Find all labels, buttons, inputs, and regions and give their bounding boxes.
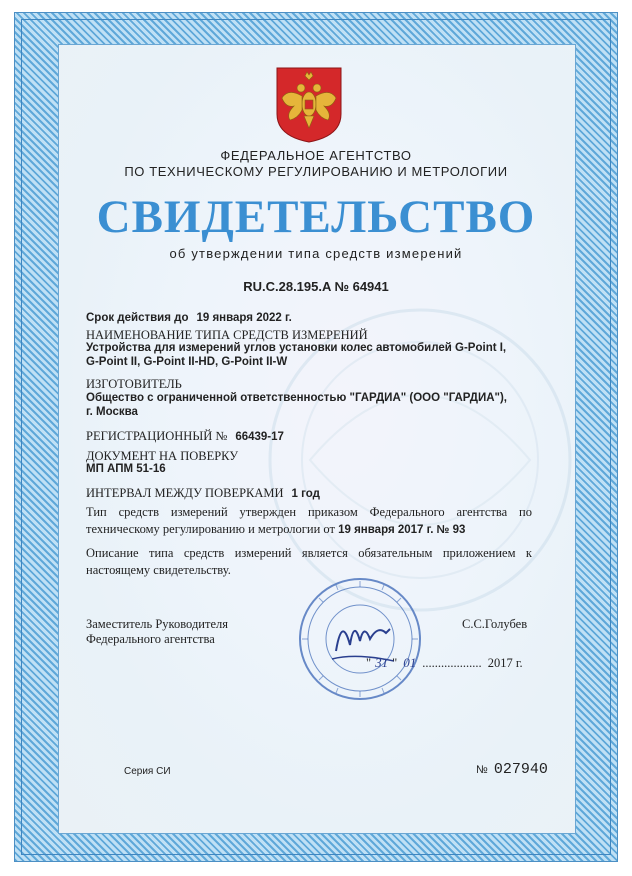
approval-text: Тип средств измерений утвержден приказом Федерального агентства по техническому регулированию и метрологии от (86, 505, 532, 536)
official-stamp (296, 575, 424, 703)
instrument-value-line-1: Устройства для измерений углов установки колес автомобилей G-Point I, (86, 342, 507, 354)
sign-date-year: 2017 г. (487, 656, 523, 670)
manufacturer-value-line-1: Общество с ограниченной ответственностью "ГАРДИА" (ООО "ГАРДИА"), (86, 392, 507, 404)
signatory-title-line-1: Заместитель Руководителя (86, 617, 228, 631)
instrument-value-line-2: G-Point II, G-Point II-HD, G-Point II-W (86, 356, 288, 368)
sign-date (366, 655, 523, 671)
approval-paragraph (86, 504, 532, 539)
validity-value: 19 января 2022 г. (196, 312, 292, 324)
sign-date-month: 01 (403, 655, 417, 670)
interval-label: ИНТЕРВАЛ МЕЖДУ ПОВЕРКАМИ (86, 486, 284, 500)
signatory-name: С.С.Голубев (462, 617, 528, 631)
interval-value: 1 год (291, 488, 320, 500)
verification-doc-label: ДОКУМЕНТ НА ПОВЕРКУ (86, 449, 239, 463)
coat-of-arms-emblem (274, 66, 344, 144)
agency-line-1: ФЕДЕРАЛЬНОЕ АГЕНТСТВО (220, 148, 412, 163)
verification-doc-value: МП АПМ 51-16 (86, 463, 166, 475)
series-label: Серия СИ (124, 766, 171, 777)
interval-row (86, 484, 320, 502)
agency-line-2: ПО ТЕХНИЧЕСКОМУ РЕГУЛИРОВАНИЮ И МЕТРОЛОГИИ (124, 164, 508, 179)
registration-row (86, 427, 284, 445)
sign-date-day: 31 (375, 655, 389, 670)
signatory-title-line-2: Федерального агентства (86, 632, 215, 646)
description-note: Описание типа средств измерений является обязательным приложением к настоящему свидетельству. (86, 546, 532, 577)
serial-prefix: № (476, 764, 488, 776)
manufacturer-label: ИЗГОТОВИТЕЛЬ (86, 377, 182, 391)
approval-date: 19 января 2017 г. № 93 (338, 524, 466, 536)
certificate-title: СВИДЕТЕЛЬСТВО (96, 191, 536, 243)
validity-label: Срок действия до (86, 312, 189, 324)
serial-number (476, 760, 548, 778)
sign-date-quote-open: " (366, 656, 372, 670)
sign-date-dots: ................... (422, 656, 482, 670)
manufacturer-value-line-2: г. Москва (86, 406, 138, 418)
certificate-number: RU.C.28.195.A № 64941 (243, 279, 389, 294)
serial-value: 027940 (493, 761, 548, 778)
registration-value: 66439-17 (235, 431, 284, 443)
instrument-label: НАИМЕНОВАНИЕ ТИПА СРЕДСТВ ИЗМЕРЕНИЙ (86, 328, 368, 342)
validity-row (86, 308, 292, 326)
registration-label: РЕГИСТРАЦИОННЫЙ № (86, 429, 228, 443)
sign-date-quote-close: " (392, 656, 398, 670)
certificate-subtitle: об утверждении типа средств измерений (169, 246, 463, 261)
